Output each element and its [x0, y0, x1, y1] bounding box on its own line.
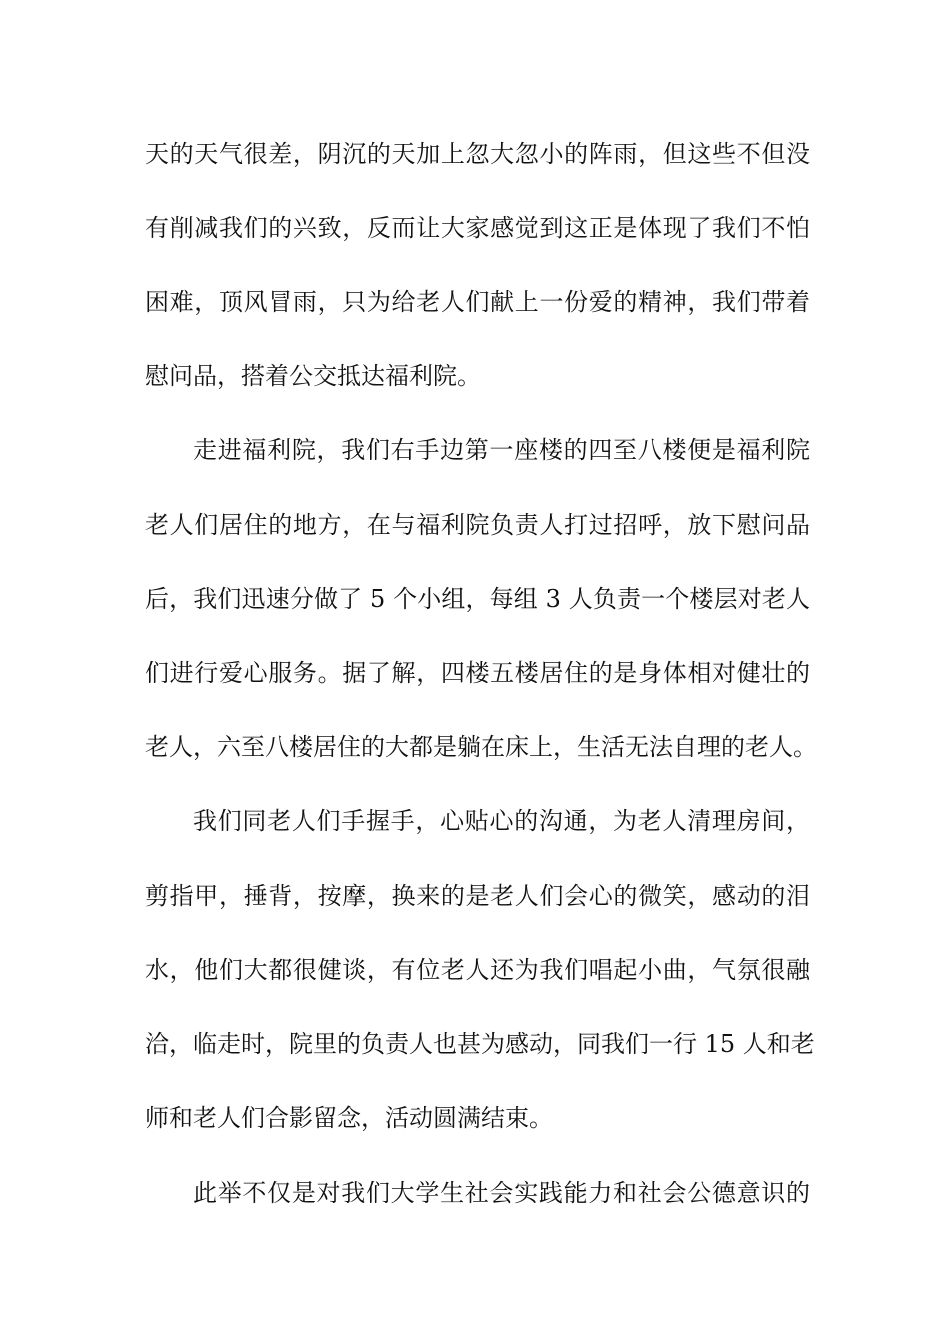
- paragraph-line: 老人，六至八楼居住的大都是躺在床上，生活无法自理的老人。: [145, 733, 817, 761]
- paragraph-line: 后，我们迅速分做了 5 个小组，每组 3 人负责一个楼层对老人: [145, 585, 810, 613]
- paragraph-line: 慰问品，搭着公交抵达福利院。: [145, 362, 481, 390]
- paragraph-line: 们进行爱心服务。据了解，四楼五楼居住的是身体相对健壮的: [145, 659, 810, 687]
- paragraph-line: 此举不仅是对我们大学生社会实践能力和社会公德意识的: [193, 1179, 810, 1207]
- paragraph-line: 老人们居住的地方，在与福利院负责人打过招呼，放下慰问品: [145, 511, 810, 539]
- paragraph-line: 剪指甲，捶背，按摩，换来的是老人们会心的微笑，感动的泪: [145, 882, 810, 910]
- paragraph-line: 天的天气很差，阴沉的天加上忽大忽小的阵雨，但这些不但没: [145, 140, 810, 168]
- paragraph-line: 困难，顶风冒雨，只为给老人们献上一份爱的精神，我们带着: [145, 288, 810, 316]
- paragraph-line: 师和老人们合影留念，活动圆满结束。: [145, 1104, 553, 1132]
- paragraph-line: 走进福利院，我们右手边第一座楼的四至八楼便是福利院: [193, 436, 810, 464]
- paragraph-line: 有削减我们的兴致，反而让大家感觉到这正是体现了我们不怕: [145, 214, 810, 242]
- paragraph-line: 我们同老人们手握手，心贴心的沟通，为老人清理房间，: [193, 807, 810, 835]
- paragraph-line: 水，他们大都很健谈，有位老人还为我们唱起小曲，气氛很融: [145, 956, 810, 984]
- paragraph-line: 洽，临走时，院里的负责人也甚为感动，同我们一行 15 人和老: [145, 1030, 815, 1058]
